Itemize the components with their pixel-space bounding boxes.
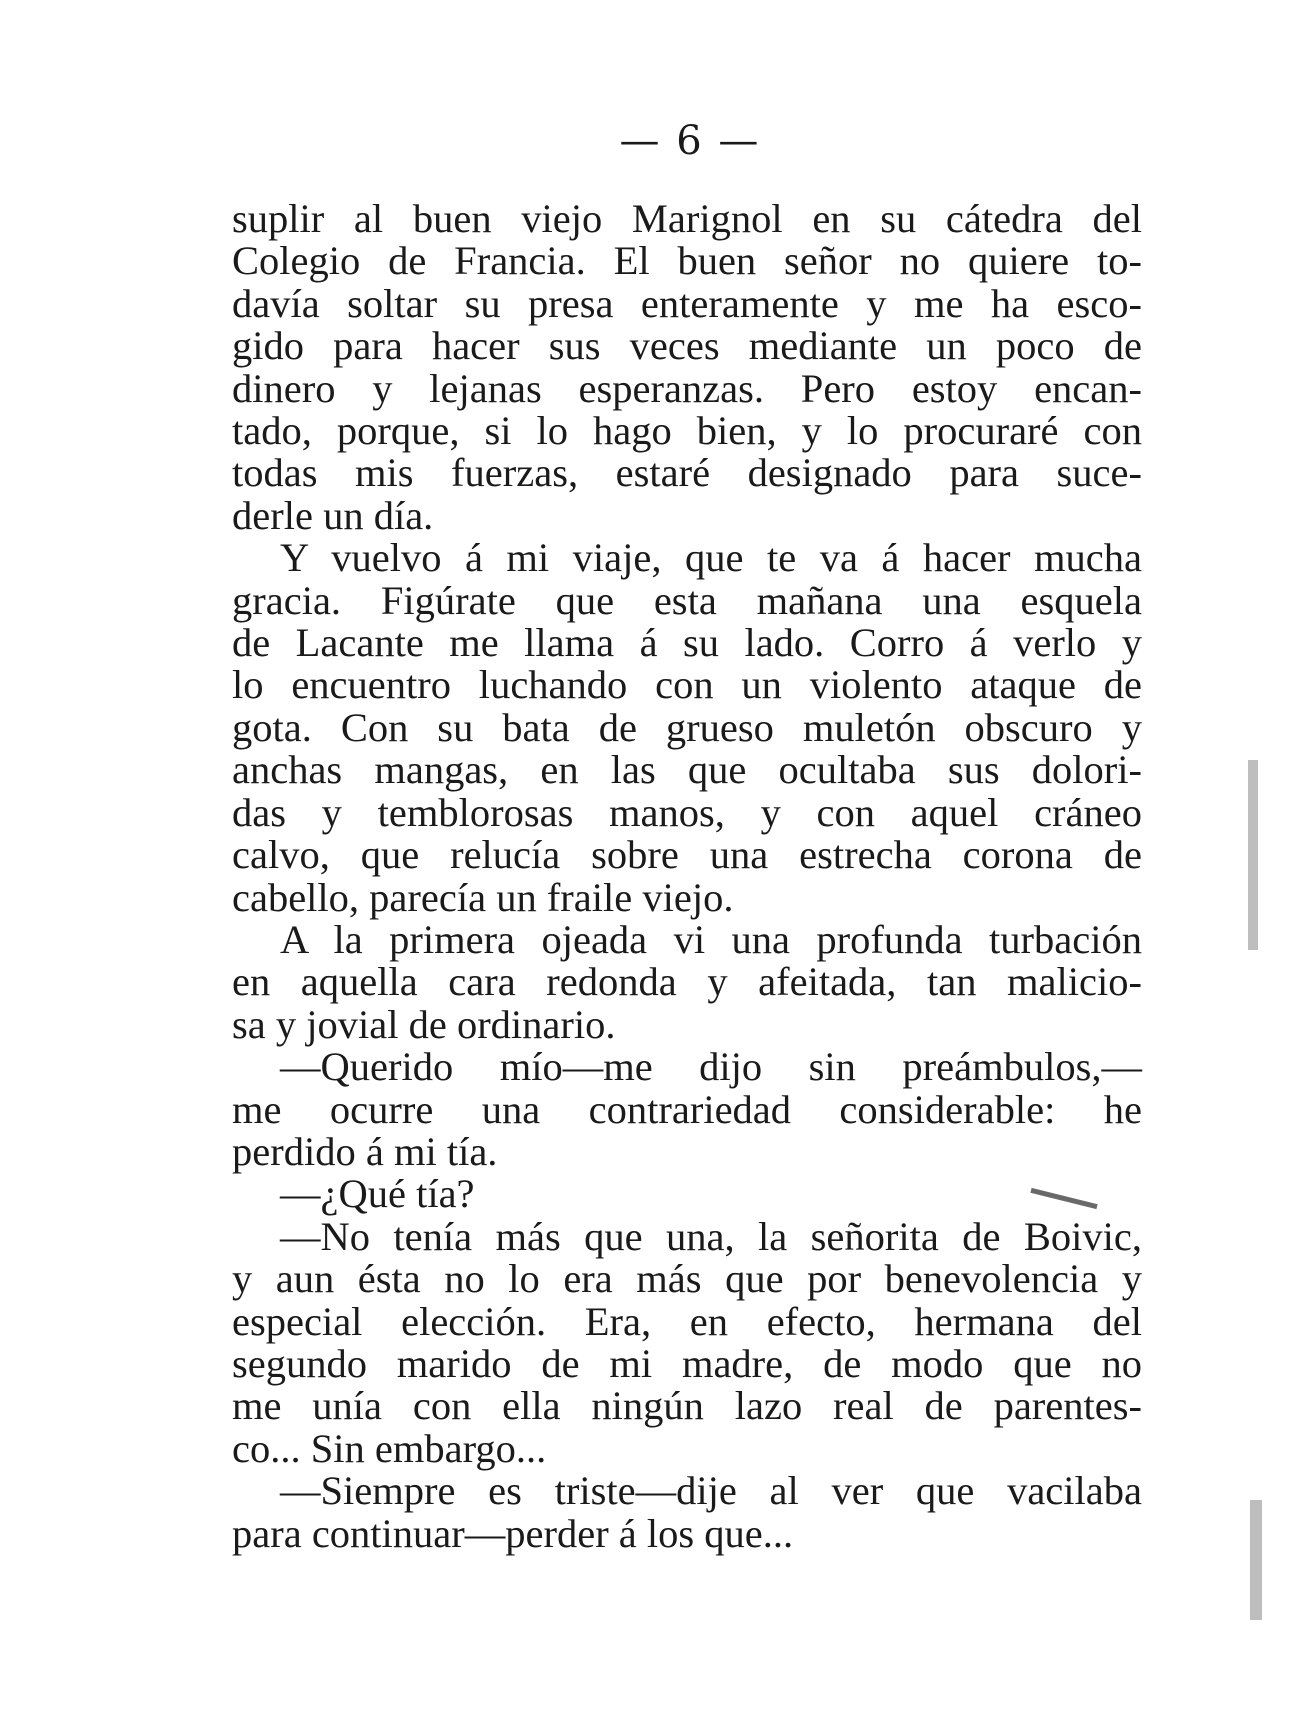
text-line: das y temblorosas manos, y con aquel cráneo: [232, 789, 1142, 835]
text-line: Y vuelvo á mi viaje, que te va á hacer mucha: [280, 535, 1142, 581]
text-line: A la primera ojeada vi una profunda turbación: [280, 916, 1142, 962]
text-line: me unía con ella ningún lazo real de parentes-: [232, 1383, 1142, 1429]
page-number: — 6 —: [619, 118, 761, 164]
scan-margin-mark: [1248, 760, 1258, 950]
text-line: de Lacante me llama á su lado. Corro á verlo y: [232, 620, 1142, 666]
text-line: Colegio de Francia. El buen señor no quiere to-: [232, 238, 1142, 284]
text-line: tado, porque, si lo hago bien, y lo procuraré con: [232, 408, 1142, 454]
text-line: derle un día.: [232, 492, 434, 538]
text-line: y aun ésta no lo era más que por benevolencia y: [232, 1256, 1142, 1302]
text-line: suplir al buen viejo Marignol en su cátedra del: [232, 196, 1142, 241]
text-line: cabello, parecía un fraile viejo.: [232, 874, 734, 920]
text-line: segundo marido de mi madre, de modo que no: [232, 1340, 1142, 1386]
text-line: todas mis fuerzas, estaré designado para suce-: [232, 450, 1142, 496]
text-line: —¿Qué tía?: [280, 1171, 475, 1217]
text-line: gracia. Figúrate que esta mañana una esquela: [232, 577, 1142, 623]
body-text: [232, 198, 1142, 1555]
text-line: anchas mangas, en las que ocultaba sus dolori-: [232, 747, 1142, 793]
text-line: davía soltar su presa enteramente y me ha esco-: [232, 280, 1142, 326]
text-line: sa y jovial de ordinario.: [232, 1001, 616, 1047]
text-line: —Querido mío—me dijo sin preámbulos,—: [280, 1044, 1142, 1090]
scan-margin-mark: [1250, 1500, 1262, 1620]
text-line: —Siempre es triste—dije al ver que vacilaba: [280, 1468, 1142, 1514]
text-line: gota. Con su bata de grueso muletón obscuro y: [232, 704, 1142, 750]
text-line: gido para hacer sus veces mediante un poco de: [232, 323, 1142, 369]
text-line: especial elección. Era, en efecto, hermana del: [232, 1298, 1142, 1344]
text-line: —No tenía más que una, la señorita de Boivic,: [280, 1213, 1142, 1259]
text-line: co... Sin embargo...: [232, 1425, 547, 1471]
text-line: me ocurre una contrariedad considerable: he: [232, 1086, 1142, 1132]
text-line: en aquella cara redonda y afeitada, tan malicio-: [232, 959, 1142, 1005]
text-line: perdido á mi tía.: [232, 1128, 498, 1174]
text-line: para continuar—perder á los que...: [232, 1510, 794, 1556]
text-line: lo encuentro luchando con un violento ataque de: [232, 662, 1142, 708]
text-line: calvo, que relucía sobre una estrecha corona de: [232, 832, 1142, 878]
text-line: dinero y lejanas esperanzas. Pero estoy encan-: [232, 365, 1142, 411]
